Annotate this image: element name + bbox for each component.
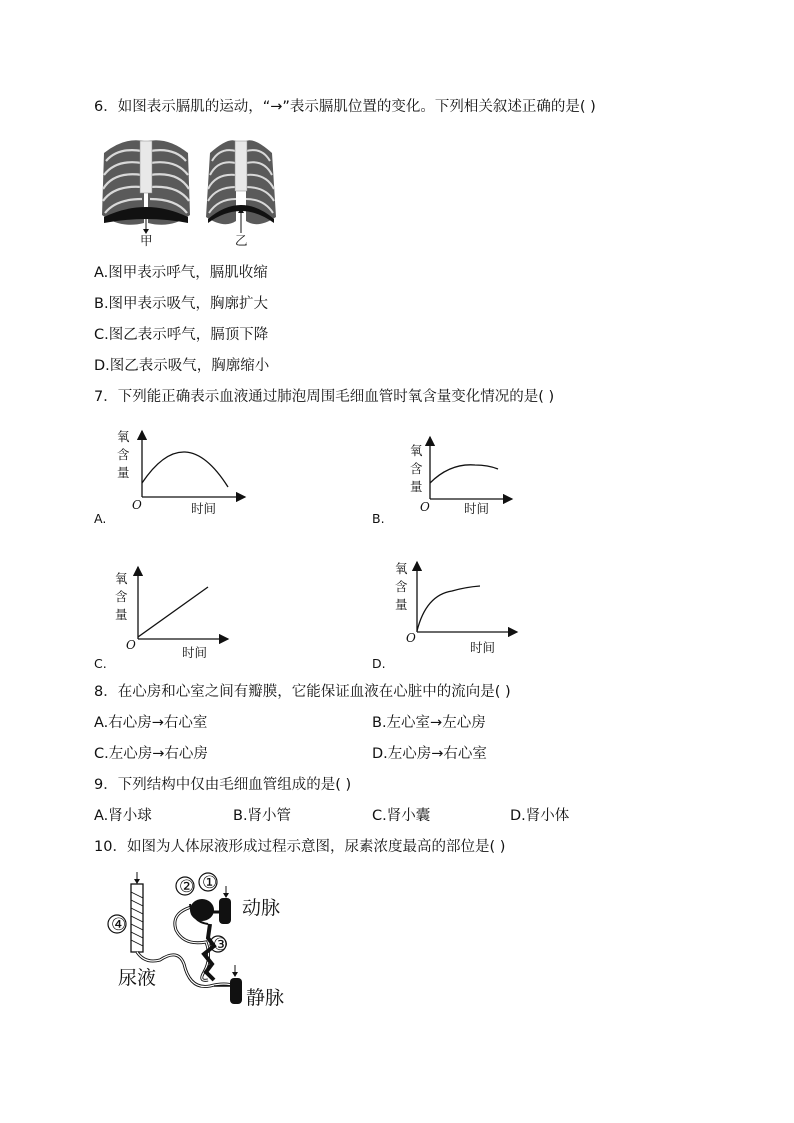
rib-cage-yi: [206, 140, 276, 248]
q9-option-a: A.肾小球: [94, 808, 152, 824]
label-2: ②: [179, 877, 195, 897]
q6-option-d: D.图乙表示吸气，胸廓缩小: [94, 358, 270, 374]
graph-a-origin: O: [132, 498, 142, 512]
label-yi: 乙: [235, 233, 248, 248]
graph-c-ylabel-2: 含: [115, 589, 128, 604]
label-jia: 甲: [140, 233, 153, 248]
graph-b-origin: O: [420, 500, 430, 514]
graph-c-letter: C.: [94, 656, 107, 671]
q6-option-b: B.图甲表示吸气，胸廓扩大: [94, 296, 269, 312]
q8-option-d: D.左心房→右心室: [372, 746, 487, 762]
collecting-duct: [131, 872, 143, 952]
graph-a-ylabel-3: 量: [117, 465, 130, 480]
q7-stem: 7．下列能正确表示血液通过肺泡周围毛细血管时氧含量变化情况的是( ): [94, 389, 555, 405]
q8-option-a: A.右心房→右心室: [94, 715, 208, 731]
label-1: ①: [202, 873, 218, 893]
q8-option-b: B.左心室→左心房: [372, 715, 486, 731]
graph-d-ylabel-1: 氧: [395, 561, 408, 576]
graph-d-ylabel-3: 量: [395, 597, 408, 612]
q10-stem: 10．如图为人体尿液形成过程示意图，尿素浓度最高的部位是( ): [94, 839, 506, 855]
graph-b-ylabel-2: 含: [410, 461, 423, 476]
graph-d-origin: O: [406, 631, 416, 645]
graph-a-xlabel: 时间: [191, 501, 217, 516]
label-artery: 动脉: [242, 897, 281, 919]
graph-b-letter: B.: [372, 511, 385, 526]
graph-b-ylabel-3: 量: [410, 479, 423, 494]
graph-b: [372, 437, 512, 526]
glomerulus: [190, 899, 214, 921]
graph-d-letter: D.: [372, 656, 386, 671]
rib-cage-jia: [102, 140, 190, 248]
graph-c-origin: O: [126, 638, 136, 652]
q7-graphs: [90, 425, 530, 670]
graph-a: [94, 429, 245, 526]
q6-option-a: A.图甲表示呼气，膈肌收缩: [94, 265, 268, 281]
q6-option-c: C.图乙表示呼气，膈顶下降: [94, 327, 269, 343]
label-vein: 静脉: [246, 987, 285, 1009]
label-3: ③: [213, 935, 229, 955]
diaphragm-figure: [96, 133, 286, 251]
graph-c-line: [138, 587, 208, 637]
q9-stem: 9．下列结构中仅由毛细血管组成的是( ): [94, 777, 352, 793]
label-4: ④: [111, 915, 127, 935]
graph-a-letter: A.: [94, 511, 107, 526]
graph-c: [94, 567, 228, 671]
q6-stem: 6．如图表示膈肌的运动，“→”表示膈肌位置的变化。下列相关叙述正确的是( ): [94, 99, 596, 115]
graph-d-curve: [417, 586, 480, 631]
graph-a-ylabel-1: 氧: [117, 429, 130, 444]
q8-option-c: C.左心房→右心房: [94, 746, 208, 762]
vein-vessel: [230, 978, 242, 1004]
graph-d-ylabel-2: 含: [395, 579, 408, 594]
graph-b-ylabel-1: 氧: [410, 443, 423, 458]
q8-stem: 8．在心房和心室之间有瓣膜，它能保证血液在心脏中的流向是( ): [94, 684, 511, 700]
graph-d-xlabel: 时间: [470, 640, 496, 655]
graph-c-ylabel-3: 量: [115, 607, 128, 622]
q9-option-b: B.肾小管: [233, 808, 292, 824]
graph-a-ylabel-2: 含: [117, 447, 130, 462]
graph-a-curve: [142, 452, 228, 487]
artery-vessel: [219, 898, 231, 924]
q9-option-c: C.肾小囊: [372, 808, 431, 824]
graph-c-ylabel-1: 氧: [115, 571, 128, 586]
graph-b-xlabel: 时间: [464, 501, 490, 516]
graph-d: [372, 561, 517, 671]
nephron-diagram: [100, 868, 310, 1013]
graph-c-xlabel: 时间: [182, 645, 208, 660]
label-urine: 尿液: [118, 967, 157, 989]
graph-b-curve: [430, 465, 498, 483]
q9-option-d: D.肾小体: [510, 808, 570, 824]
